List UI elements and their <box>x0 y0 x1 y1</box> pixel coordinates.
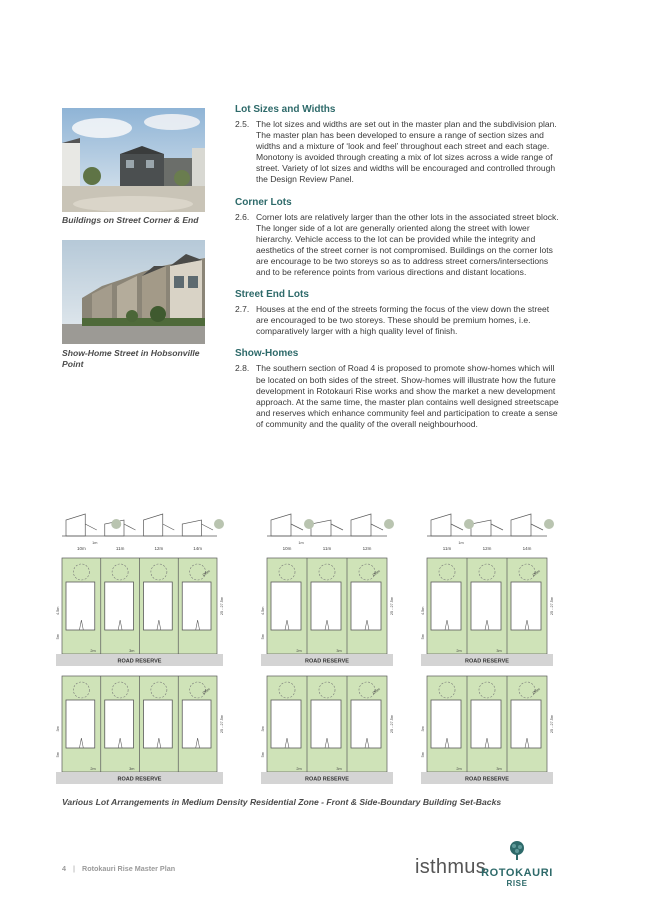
lot-width-label: 11m <box>322 546 332 551</box>
corner-label: Ø6m <box>531 569 541 578</box>
depth-label: 25 - 27.5m <box>550 714 554 734</box>
paragraph-text: The southern section of Road 4 is proposed to promote show-homes which will be located on both sides of the street. Show-homes will illustrate how the future development in Rotokauri Rise works and show the market a new development approach. At the same time, the master plan contains well designed streetscape and reserves which enhance community feel and participation to create a sense of community and the quality of the overall neighbourhood. <box>256 363 559 429</box>
paragraph <box>235 304 560 337</box>
paragraph-number: 2.5. <box>235 119 250 129</box>
footer-title: Rotokauri Rise Master Plan <box>82 864 176 873</box>
side-setback-label: 5m <box>261 634 265 640</box>
gap-label: 1m <box>298 541 304 545</box>
rotokauri-rise-logo <box>478 840 556 888</box>
gap-label: 2m <box>90 649 96 653</box>
photo-caption: Buildings on Street Corner & End <box>62 215 199 225</box>
paragraph <box>235 363 560 430</box>
gap-label: 3m <box>496 767 502 771</box>
roof-line <box>163 524 175 530</box>
corner-label: Ø6m <box>371 569 381 578</box>
front-setback-label: 4.5m <box>56 606 60 616</box>
roof-line <box>85 524 97 530</box>
section-street-end-lots <box>235 289 560 337</box>
lot-width-label: 11m <box>115 546 125 551</box>
gap-label: 3m <box>336 767 342 771</box>
section-show-homes <box>235 348 560 430</box>
section-lot-sizes <box>235 104 560 186</box>
tree-icon <box>304 519 314 529</box>
house-elevation <box>144 514 163 536</box>
paragraph <box>235 212 560 279</box>
lot-arrangement-diagrams <box>54 500 564 792</box>
roof-line <box>451 524 463 530</box>
roof-line <box>124 524 136 530</box>
logo-rise: RISE <box>506 879 528 888</box>
building-footprint <box>351 582 381 630</box>
road-reserve-label: ROAD RESERVE <box>305 776 349 783</box>
front-setback-label: 3m <box>261 726 265 732</box>
depth-label: 25 - 27.5m <box>220 596 224 616</box>
gap-label: 3m <box>129 767 135 771</box>
building-footprint <box>182 700 211 748</box>
building-footprint <box>66 582 95 630</box>
lot-width-label: 14m <box>193 546 203 551</box>
front-setback-label: 4.5m <box>421 606 425 616</box>
gap-label: 2m <box>296 767 302 771</box>
depth-label: 25 - 27.5m <box>390 596 394 616</box>
lot-width-label: 12m <box>362 546 372 551</box>
isthmus-logo: isthmus <box>415 856 487 878</box>
section-title: Street End Lots <box>235 289 309 301</box>
section-corner-lots <box>235 197 560 279</box>
building-footprint <box>66 700 95 748</box>
gap-label: 2m <box>296 649 302 653</box>
road-reserve-label: ROAD RESERVE <box>117 658 162 665</box>
front-setback-label: 3m <box>421 726 425 732</box>
gap-label: 2m <box>456 649 462 653</box>
house-elevation <box>66 514 85 536</box>
gap-label: 3m <box>129 649 135 653</box>
roof-line <box>531 524 543 530</box>
tree-icon <box>111 519 121 529</box>
road-reserve-label: ROAD RESERVE <box>305 658 349 665</box>
building-footprint <box>182 582 211 630</box>
tree-icon <box>384 519 394 529</box>
front-setback-label: 4.5m <box>261 606 265 616</box>
building-footprint <box>271 700 301 748</box>
lot-width-label: 11m <box>442 546 452 551</box>
building-footprint <box>311 582 341 630</box>
building-footprint <box>431 582 461 630</box>
house-elevation <box>351 514 371 536</box>
side-setback-label: 5m <box>261 752 265 758</box>
front-setback-label: 3m <box>56 726 60 732</box>
lot-width-label: 12m <box>482 546 492 551</box>
depth-label: 25 - 27.5m <box>390 714 394 734</box>
house-elevation <box>471 520 491 536</box>
roof-line <box>331 524 343 530</box>
lot-width-label: 14m <box>522 546 532 551</box>
paragraph-text: Corner lots are relatively larger than the other lots in the associated street block. The longer side of a lot are generally oriented along the street with lower hierarchy. Vehicle access to the lot can be provided while the integrity and aesthetics of the street corner is not compromised. Buildings on the corner lots are encourage to be two storeys so as to address street corners/intersections and to be reference points from various directions and distant locations. <box>256 211 559 278</box>
lot-width-label: 10m <box>282 546 292 551</box>
building-footprint <box>351 700 381 748</box>
roof-line <box>291 524 303 530</box>
lot-width-label: 10m <box>76 546 86 551</box>
footer <box>62 864 175 873</box>
gap-label: 3m <box>496 649 502 653</box>
footer-divider: | <box>73 864 76 873</box>
building-footprint <box>105 700 134 748</box>
corner-label: Ø6m <box>201 569 211 578</box>
paragraph-number: 2.6. <box>235 211 250 222</box>
house-elevation <box>271 514 291 536</box>
tree-icon <box>507 840 527 860</box>
building-footprint <box>511 700 541 748</box>
side-setback-label: 5m <box>56 634 60 640</box>
text-column <box>235 104 560 441</box>
road-reserve-label: ROAD RESERVE <box>117 776 162 783</box>
building-footprint <box>431 700 461 748</box>
road-reserve-label: ROAD RESERVE <box>465 776 509 783</box>
side-setback-label: 5m <box>421 752 425 758</box>
building-footprint <box>271 582 301 630</box>
house-elevation <box>431 514 451 536</box>
tree-icon <box>464 519 474 529</box>
corner-label: Ø6m <box>201 687 211 696</box>
building-footprint <box>311 700 341 748</box>
depth-label: 25 - 27.5m <box>550 596 554 616</box>
roof-line <box>202 524 214 530</box>
paragraph-number: 2.7. <box>235 304 250 315</box>
lot-width-label: 12m <box>154 546 164 551</box>
building-footprint <box>144 582 173 630</box>
building-footprint <box>471 582 501 630</box>
building-footprint <box>144 700 173 748</box>
house-elevation <box>311 520 331 536</box>
house-elevation <box>182 520 201 536</box>
photo-street-corner <box>62 108 205 212</box>
building-footprint <box>511 582 541 630</box>
building-footprint <box>471 700 501 748</box>
tree-icon <box>214 519 224 529</box>
road-reserve-label: ROAD RESERVE <box>465 658 509 665</box>
section-title: Lot Sizes and Widths <box>235 104 336 115</box>
gap-label: 2m <box>456 767 462 771</box>
section-title: Show-Homes <box>235 348 299 360</box>
paragraph-number: 2.8. <box>235 363 250 374</box>
photo-caption: Show-Home Street in Hobsonville Point <box>62 348 200 369</box>
roof-line <box>491 524 503 530</box>
gap-label: 3m <box>336 649 342 653</box>
tree-icon <box>544 519 554 529</box>
side-setback-label: 5m <box>421 634 425 640</box>
paragraph-text: The lot sizes and widths are set out in the master plan and the subdivision plan. The master plan has been developed to ensure a range of section sizes and widths and a mixture of ‘look and feel’ throughout each street and each stage. Monotony is avoided through creating a mix of lot sizes across a wide range of street. Variety of lot sizes and widths will be encouraged and controlled through the Design Review Panel. <box>256 119 557 185</box>
house-elevation <box>511 514 531 536</box>
gap-label: 1m <box>458 541 464 545</box>
side-setback-label: 5m <box>56 752 60 758</box>
paragraph-text: Houses at the end of the streets forming the focus of the view down the street are encouraged to be two storeys. These should be premium homes, i.e. comparatively larger with a high quality level of finish. <box>256 304 550 337</box>
section-title: Corner Lots <box>235 196 292 208</box>
corner-label: Ø6m <box>371 687 381 696</box>
logo-rotokauri: ROTOKAURI <box>481 867 553 879</box>
building-footprint <box>105 582 134 630</box>
roof-line <box>371 524 383 530</box>
corner-label: Ø6m <box>531 687 541 696</box>
photo-show-home-street <box>62 240 205 344</box>
figure-caption: Various Lot Arrangements in Medium Density Residential Zone - Front & Side-Boundary Building Set-Backs <box>62 797 502 807</box>
gap-label: 2m <box>90 767 96 771</box>
page-number: 4 <box>62 864 66 873</box>
paragraph <box>235 119 560 186</box>
depth-label: 25 - 27.5m <box>220 714 224 734</box>
gap-label: 1m <box>92 541 98 545</box>
